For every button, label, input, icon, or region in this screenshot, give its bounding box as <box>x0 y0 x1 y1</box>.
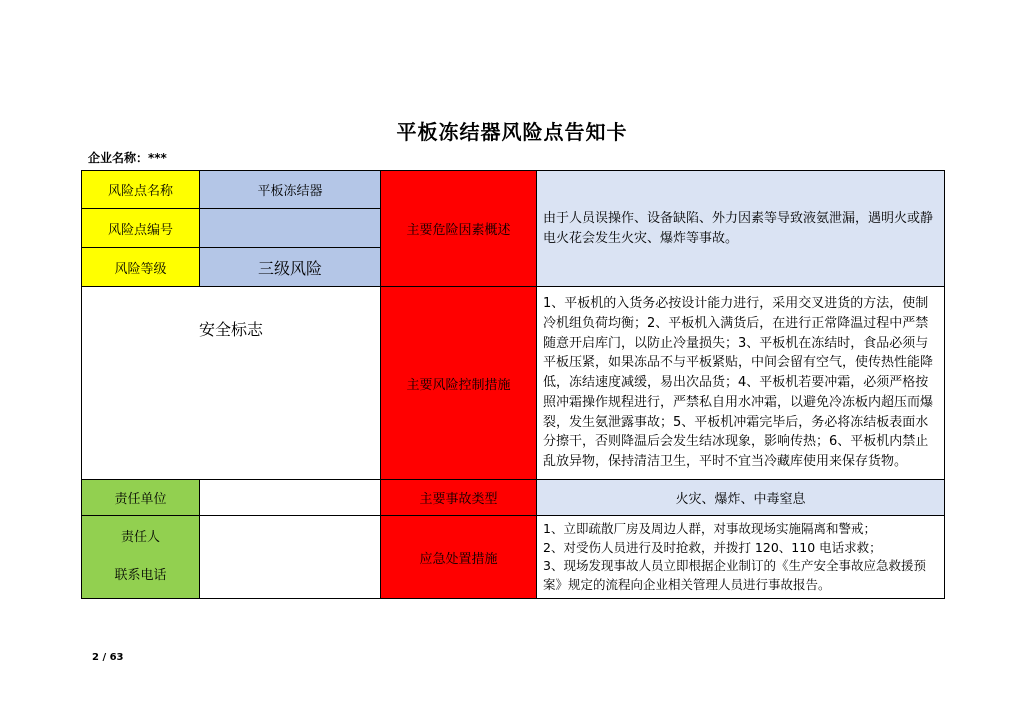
control-label: 主要风险控制措施 <box>381 287 537 480</box>
person-phone-cell <box>82 516 200 599</box>
accident-text: 火灾、爆炸、中毒窒息 <box>537 480 945 516</box>
emergency-text <box>537 516 945 599</box>
risk-level-label: 风险等级 <box>82 248 200 287</box>
emergency-label: 应急处置措施 <box>381 516 537 599</box>
hazard-text: 由于人员误操作、设备缺陷、外力因素等导致液氨泄漏，遇明火或静电火花会发生火灾、爆炸等事故。 <box>537 171 945 287</box>
person-value <box>200 516 381 599</box>
page-number: 2 / 63 <box>92 652 124 663</box>
accident-label: 主要事故类型 <box>381 480 537 516</box>
risk-code-value <box>200 209 381 248</box>
safety-sign-area <box>82 287 381 480</box>
risk-notice-card <box>81 170 945 599</box>
unit-value <box>200 480 381 516</box>
risk-level-value: 三级风险 <box>200 248 381 287</box>
safety-sign-label: 安全标志 <box>198 320 263 339</box>
hazard-label: 主要危险因素概述 <box>381 171 537 287</box>
emergency-line: 2、对受伤人员进行及时抢救，并拨打 120、110 电话求救； <box>543 539 882 555</box>
page-title: 平板冻结器风险点告知卡 <box>396 120 628 144</box>
person-label: 责任人 <box>120 530 160 545</box>
risk-name-label: 风险点名称 <box>82 171 200 209</box>
control-text: 1、平板机的入货务必按设计能力进行，采用交叉进货的方法，使制冷机组负荷均衡；2、平板机入满货后，在进行正常降温过程中严禁随意开启库门，以防止冷量损失；3、平板机在冻结时，食品必须与平板压紧，如果冻品不与平板紧贴，中间会留有空气，使传热性能降低，冻结速度减缓，易出次品货；4、平板机若要冲霜，必须严格按照冲霜操作规程进行，严禁私自用水冲霜，以避免冷冻板内超压而爆裂，发生氨泄露事故；5、平板机冲霜完毕后，务必将冻结板表面水分擦干，否则降温后会发生结冰现象，影响传热；6、平板机内禁止乱放异物，保持清洁卫生，平时不宜当冷藏库使用来保存货物。 <box>537 287 945 480</box>
risk-name-value: 平板冻结器 <box>200 171 381 209</box>
emergency-line: 3、现场发现事故人员立即根据企业制订的《生产安全事故应急救援预案》规定的流程向企业相关管理人员进行事故报告。 <box>543 558 926 592</box>
emergency-line: 1、立即疏散厂房及周边人群，对事故现场实施隔离和警戒； <box>543 521 876 536</box>
risk-code-label: 风险点编号 <box>82 209 200 248</box>
phone-label: 联系电话 <box>114 568 167 583</box>
company-name: 企业名称：*** <box>88 151 167 165</box>
unit-label: 责任单位 <box>82 480 200 516</box>
